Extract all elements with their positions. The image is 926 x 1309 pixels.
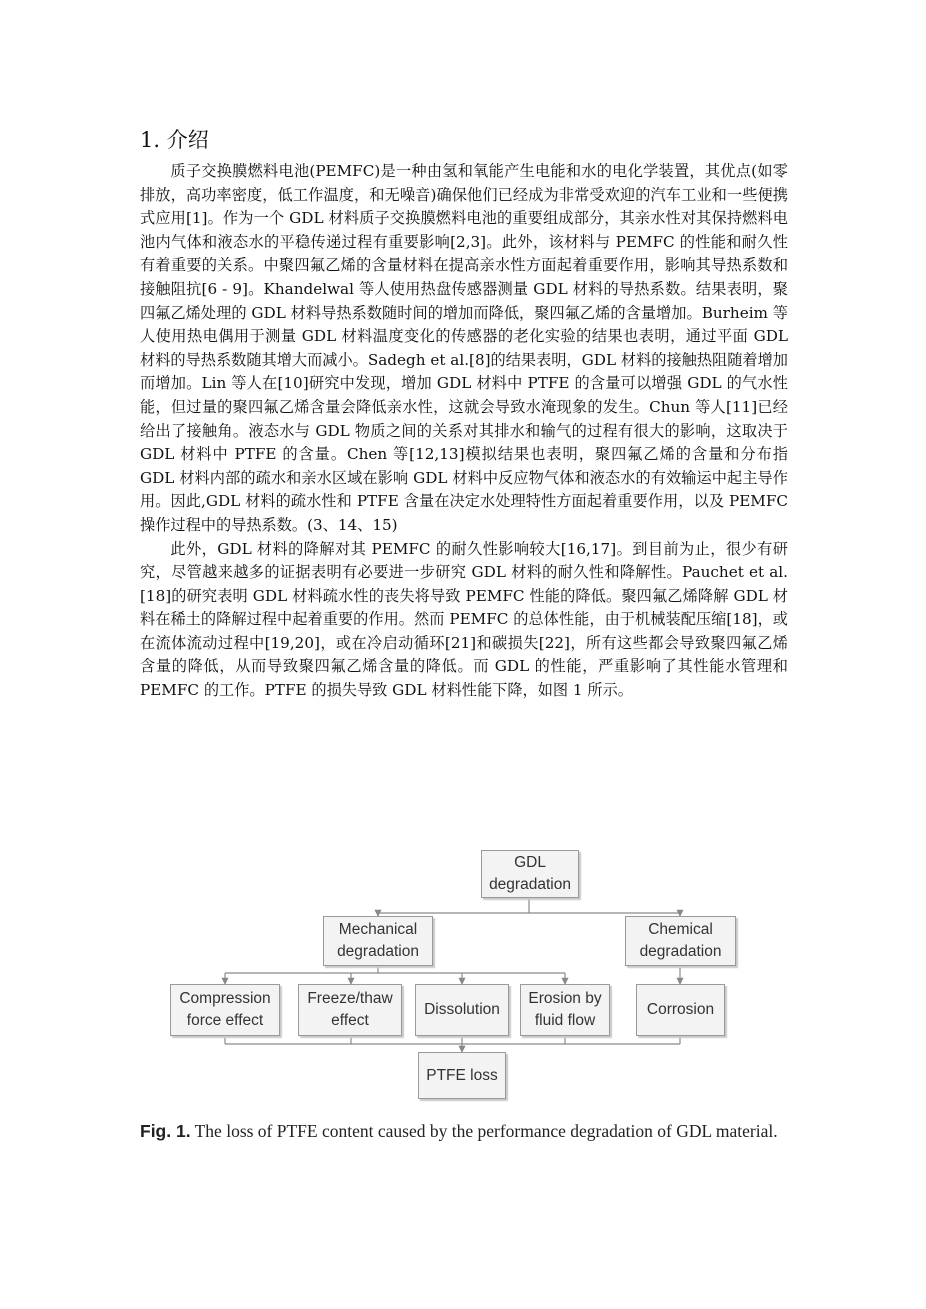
node-chemical-degradation: Chemical degradation [625,916,736,966]
figure-caption [140,1120,780,1142]
node-corrosion: Corrosion [636,984,725,1036]
node-freeze-thaw-effect: Freeze/thaw effect [298,984,402,1036]
figure-caption-label: Fig. 1. [140,1121,191,1141]
paragraph-2: 此外，GDL 材料的降解对其 PEMFC 的耐久性影响较大[16,17]。到目前为止，很少有研究，尽管越来越多的证据表明有必要进一步研究 GDL 材料的耐久性和降解性。Pauchet et al.[18]的研究表明 GDL 材料疏水性的丧失将导致 PEMFC 性能的降低。聚四氟乙烯降解 GDL 材料在稀土的降解过程中起着重要的作用。然而 PEMFC 的总体性能，由于机械装配压缩[18]，或在流体流动过程中[19,20]，或在冷启动循环[21]和碳损失[22]，所有这些都会导致聚四氟乙烯含量的降低，从而导致聚四氟乙烯含量的降低。而 GDL 的性能，严重影响了其性能水管理和 PEMFC 的工作。PTFE 的损失导致 GDL 材料性能下降，如图 1 所示。 [140,539,788,700]
node-dissolution: Dissolution [415,984,509,1036]
node-gdl-degradation: GDL degradation [481,850,579,898]
section-heading: 1. 介绍 [140,128,209,152]
paragraph-1: 质子交换膜燃料电池(PEMFC)是一种由氢和氧能产生电能和水的电化学装置，其优点(如零排放，高功率密度，低工作温度，和无噪音)确保他们已经成为非常受欢迎的汽车工业和一些便携式应用[1]。作为一个 GDL 材料质子交换膜燃料电池的重要组成部分，其亲水性对其保持燃料电池内气体和液态水的平稳传递过程有重要影响[2,3]。此外，该材料与 PEMFC 的性能和耐久性有着重要的关系。中聚四氟乙烯的含量材料在提高亲水性方面起着重要作用，影响其导热系数和接触阻抗[6 - 9]。Khandelwal 等人使用热盘传感器测量 GDL 材料的导热系数。结果表明，聚四氟乙烯处理的 GDL 材料导热系数随时间的增加而降低，聚四氟乙烯的含量增加。Burheim 等人使用热电偶用于测量 GDL 材料温度变化的传感器的老化实验的结果也表明，通过平面 GDL 材料的导热系数随其增大而减小。Sadegh et al.[8]的结果表明，GDL 材料的接触热阻随着增加而增加。Lin 等人在[10]研究中发现，增加 GDL 材料中 PTFE 的含量可以增强 GDL 的气水性能，但过量的聚四氟乙烯含量会降低亲水性，这就会导致水淹现象的发生。Chun 等人[11]已经给出了接触角。液态水与 GDL 物质之间的关系对其排水和输气的过程有很大的影响，这取决于 GDL 材料中 PTFE 的含量。Chen 等[12,13]模拟结果也表明，聚四氟乙烯的含量和分布指 GDL 材料内部的疏水和亲水区域在影响 GDL 材料中反应物气体和液态水的有效输运中起主导作用。因此,GDL 材料的疏水性和 PTFE 含量在决定水处理特性方面起着重要作用，以及 PEMFC 操作过程中的导热系数。(3、14、15) [140,162,788,534]
node-erosion-by-fluid-flow: Erosion by fluid flow [520,984,610,1036]
node-compression-force-effect: Compression force effect [170,984,280,1036]
node-mechanical-degradation: Mechanical degradation [323,916,433,966]
node-ptfe-loss: PTFE loss [418,1052,506,1099]
figure-caption-text: The loss of PTFE content caused by the performance degradation of GDL material. [190,1121,778,1141]
